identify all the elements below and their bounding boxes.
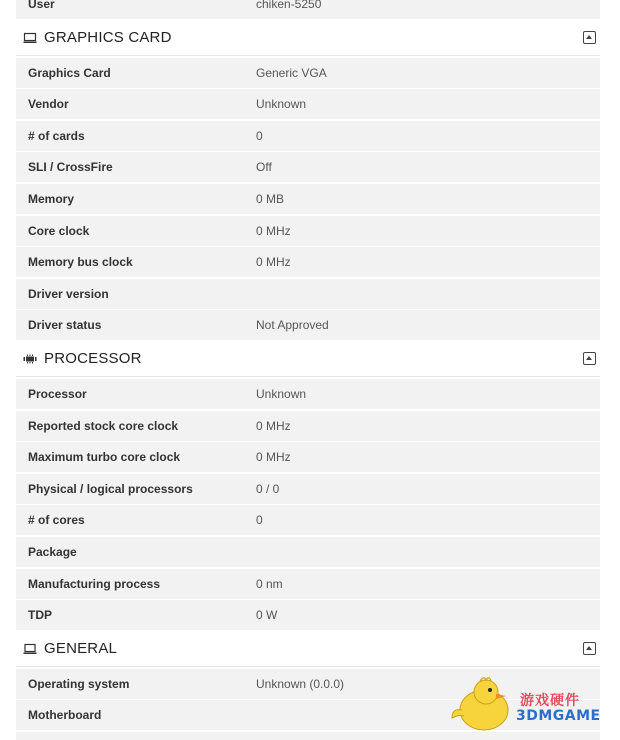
row-label: Memory bus clock xyxy=(28,255,133,270)
row-label: Driver status xyxy=(28,318,102,333)
row-label: # of cards xyxy=(28,128,85,143)
row-value: 0 MHz xyxy=(256,450,291,465)
row-value: Unknown xyxy=(256,386,307,401)
row-label: # of cores xyxy=(28,513,85,528)
info-row xyxy=(16,58,600,88)
info-row xyxy=(16,442,600,472)
row-value: 0 xyxy=(256,128,263,143)
info-column xyxy=(16,0,600,740)
watermark-text-en: 3DMGAME xyxy=(516,708,601,724)
info-row xyxy=(16,184,600,214)
row-label: Memory xyxy=(28,191,75,206)
laptop-icon xyxy=(22,641,38,657)
row-value: chiken-5250 xyxy=(256,0,322,11)
row-value: 0 MHz xyxy=(256,255,291,270)
cpu-icon xyxy=(22,351,38,367)
row-label: Maximum turbo core clock xyxy=(28,450,181,465)
row-label: Motherboard xyxy=(28,708,102,723)
section-header-general xyxy=(16,632,600,667)
row-label: Operating system xyxy=(28,676,130,691)
processor-rows xyxy=(16,379,600,630)
section-header-processor xyxy=(16,342,600,377)
row-value: Unknown (0.0.0) xyxy=(256,676,345,691)
row-value: 0 MB xyxy=(256,191,285,206)
row-value: 0 nm xyxy=(256,576,283,591)
row-label: Processor xyxy=(28,386,87,401)
section-title: PROCESSOR xyxy=(44,350,142,368)
section-header-graphics-card xyxy=(16,21,600,56)
row-value: Off xyxy=(256,160,272,175)
row-label: Vendor xyxy=(28,97,69,112)
info-row xyxy=(16,279,600,309)
watermark-text-cn: 游戏硬件 xyxy=(520,693,580,709)
row-label: User xyxy=(28,0,55,11)
info-row-user xyxy=(16,0,600,19)
watermark xyxy=(450,676,610,736)
duck-mascot-icon xyxy=(450,676,518,734)
info-row xyxy=(16,216,600,246)
row-value: 0 xyxy=(256,513,263,528)
info-row xyxy=(16,537,600,567)
row-label: Core clock xyxy=(28,223,90,238)
collapse-button-graphics-card[interactable] xyxy=(583,31,596,44)
row-label: Manufacturing process xyxy=(28,576,161,591)
info-row xyxy=(16,152,600,182)
info-row xyxy=(16,505,600,535)
row-value: Not Approved xyxy=(256,318,329,333)
row-label: Driver version xyxy=(28,286,109,301)
row-label: Package xyxy=(28,544,77,559)
graphics-card-rows xyxy=(16,58,600,341)
section-title: GRAPHICS CARD xyxy=(44,29,172,47)
info-row xyxy=(16,89,600,119)
row-label: Physical / logical processors xyxy=(28,481,193,496)
row-label: Graphics Card xyxy=(28,65,111,80)
row-value: 0 / 0 xyxy=(256,481,280,496)
info-row xyxy=(16,247,600,277)
row-value: 0 MHz xyxy=(256,223,291,238)
collapse-button-processor[interactable] xyxy=(583,352,596,365)
row-label: TDP xyxy=(28,608,52,623)
row-value: 0 W xyxy=(256,608,278,623)
info-row xyxy=(16,474,600,504)
row-value: Unknown xyxy=(256,97,307,112)
info-row xyxy=(16,121,600,151)
row-label: SLI / CrossFire xyxy=(28,160,113,175)
info-row xyxy=(16,569,600,599)
info-row xyxy=(16,310,600,340)
info-row xyxy=(16,411,600,441)
collapse-button-general[interactable] xyxy=(583,642,596,655)
row-value: 0 MHz xyxy=(256,418,291,433)
section-title: GENERAL xyxy=(44,640,118,658)
monitor-icon xyxy=(22,30,38,46)
info-row xyxy=(16,379,600,409)
info-row xyxy=(16,600,600,630)
row-value: Generic VGA xyxy=(256,65,327,80)
row-label: Reported stock core clock xyxy=(28,418,179,433)
